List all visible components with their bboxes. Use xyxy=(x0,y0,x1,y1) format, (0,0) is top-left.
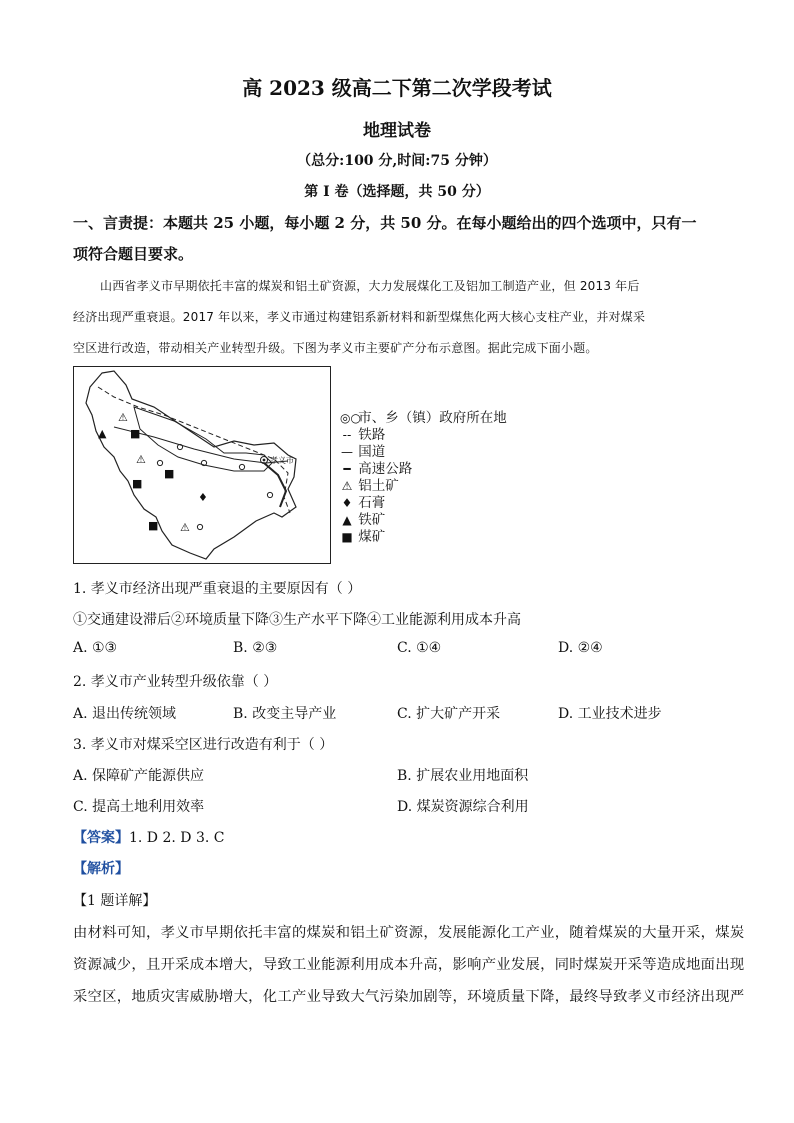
answer-label: 【答案】 xyxy=(73,830,129,846)
question-2-option-b: B. 改变主导产业 xyxy=(233,706,337,722)
question-2-option-c: C. 扩大矿产开采 xyxy=(397,706,501,722)
analysis-line-2: 资源减少，且开采成本增大，导致工业能源利用成本升高，影响产业发展，同时煤炭开采等造成地面出现 xyxy=(73,957,745,973)
question-2-option-a: A. 退出传统领域 xyxy=(73,706,177,722)
question-1-option-d: D. ②④ xyxy=(558,640,603,656)
coal-marker: ■ xyxy=(148,519,159,532)
question-1-option-a: A. ①③ xyxy=(73,640,118,656)
bauxite-marker: ⚠ xyxy=(118,411,128,424)
map-graphic xyxy=(74,367,331,564)
question-3-option-c: C. 提高土地利用效率 xyxy=(73,799,205,815)
volume-heading: 第 I 卷（选择题，共 50 分） xyxy=(304,184,490,200)
section-instruction-line-1: 一、言责提：本题共 25 小题，每小题 2 分，共 50 分。在每小题给出的四个选项中，只有一 xyxy=(73,214,697,232)
national-road-icon: — xyxy=(341,445,353,459)
answer-text: 1. D 2. D 3. C xyxy=(129,830,225,846)
legend-item-gypsum: ♦ 石膏 xyxy=(341,495,386,511)
analysis-line-3: 采空区，地质灾害威胁增大，化工产业导致大气污染加剧等，环境质量下降，最终导致孝义市经济出现严 xyxy=(73,989,745,1005)
question-1-statements: ①交通建设滞后②环境质量下降③生产水平下降④工业能源利用成本升高 xyxy=(73,612,521,628)
circle-double-icon: ◎○ xyxy=(340,411,361,425)
railway-icon: -- xyxy=(342,428,352,442)
material-line-1: 山西省孝义市早期依托丰富的煤炭和铝土矿资源，大力发展煤化工及铝加工制造产业，但 2013 年后 xyxy=(100,279,640,293)
legend-item-national-road: — 国道 xyxy=(341,444,386,460)
question-2-stem: 2. 孝义市产业转型升级依靠（ ） xyxy=(73,674,278,690)
coal-icon: ■ xyxy=(341,530,353,544)
question-1-stem: 1. 孝义市经济出现严重衰退的主要原因有（ ） xyxy=(73,581,362,597)
gypsum-marker: ♦ xyxy=(198,491,208,504)
detail-label-q1: 【1 题详解】 xyxy=(73,893,157,909)
coal-marker: ■ xyxy=(130,427,141,440)
legend-item-town: ◎○ 市、乡（镇）政府所在地 xyxy=(340,410,507,426)
question-2-option-d: D. 工业技术进步 xyxy=(558,706,662,722)
legend-item-expressway: ━ 高速公路 xyxy=(340,457,412,477)
question-1-option-c: C. ①④ xyxy=(397,640,442,656)
mineral-map xyxy=(73,366,331,564)
analysis-line-1: 由材料可知，孝义市早期依托丰富的煤炭和铝土矿资源，发展能源化工产业，随着煤炭的大量开采，煤炭 xyxy=(73,925,745,941)
section-instruction-line-2: 项符合题目要求。 xyxy=(73,245,194,263)
question-3-option-a: A. 保障矿产能源供应 xyxy=(73,768,205,784)
question-3-option-d: D. 煤炭资源综合利用 xyxy=(397,799,529,815)
exam-meta: （总分:100 分,时间:75 分钟） xyxy=(297,153,497,169)
iron-marker: ▲ xyxy=(98,427,107,440)
question-1-option-b: B. ②③ xyxy=(233,640,278,656)
question-3-stem: 3. 孝义市对煤采空区进行改造有利于（ ） xyxy=(73,737,334,753)
bauxite-marker: ⚠ xyxy=(180,521,190,534)
question-3-option-b: B. 扩展农业用地面积 xyxy=(397,768,529,784)
iron-icon: ▲ xyxy=(342,513,352,527)
legend-item-coal: ■ 煤矿 xyxy=(341,529,386,545)
gypsum-icon: ♦ xyxy=(341,496,353,510)
legend-item-bauxite: ⚠ 铝土矿 xyxy=(341,478,399,494)
county-boundary xyxy=(86,371,296,559)
material-line-3: 空区进行改造，带动相关产业转型升级。下图为孝义市主要矿产分布示意图。据此完成下面小题。 xyxy=(73,341,598,355)
expressway-icon: ━ xyxy=(343,462,351,476)
city-label: 孝义市 xyxy=(270,456,294,465)
material-line-2: 经济出现严重衰退。2017 年以来，孝义市通过构建铝系新材料和新型煤焦化两大核心支柱产业，并对煤采 xyxy=(73,310,646,324)
analysis-label: 【解析】 xyxy=(73,861,129,877)
subject-title: 地理试卷 xyxy=(363,121,431,141)
answer-line xyxy=(73,827,224,847)
coal-marker: ■ xyxy=(132,477,143,490)
legend-item-railway: -- 铁路 xyxy=(340,423,385,443)
bauxite-icon: ⚠ xyxy=(341,479,353,493)
coal-marker: ■ xyxy=(164,467,175,480)
legend-item-iron: ▲ 铁矿 xyxy=(340,508,385,528)
exam-title: 高 2023 级高二下第二次学段考试 xyxy=(242,76,552,100)
bauxite-marker: ⚠ xyxy=(136,453,146,466)
